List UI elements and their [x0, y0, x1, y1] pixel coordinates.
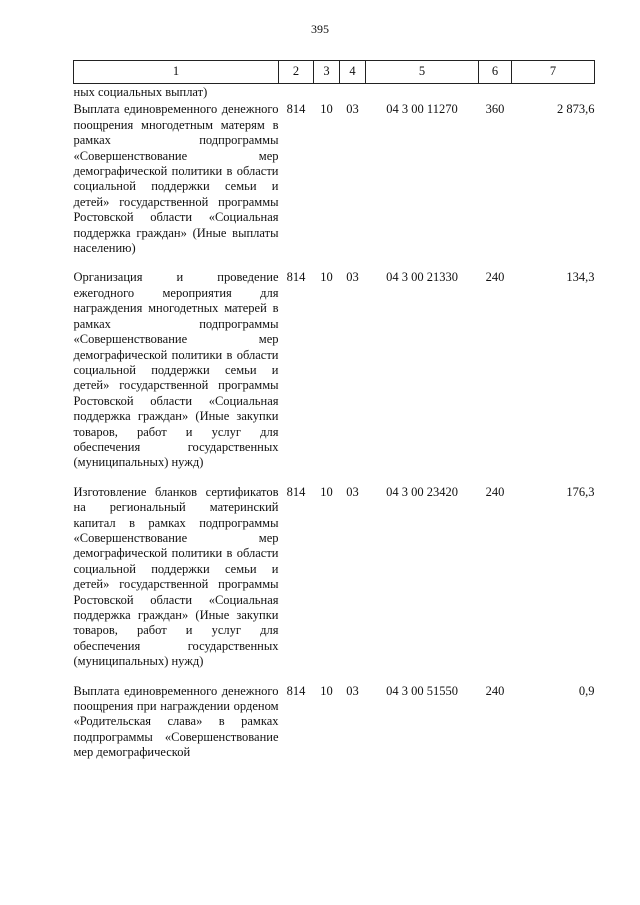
table-header [74, 61, 595, 84]
row-expense-type: 360 [485, 102, 505, 117]
table-row [74, 270, 595, 484]
row-ministry-code: 814 [286, 683, 306, 698]
table-row [74, 485, 595, 684]
row-amount: 134,3 [566, 270, 595, 285]
row-section-code: 10 [320, 102, 333, 117]
row-ministry-code: 814 [286, 484, 306, 499]
row-subsection-code: 03 [346, 102, 359, 117]
row-section-code: 10 [320, 484, 333, 499]
table-row [74, 684, 595, 775]
row-section-code: 10 [320, 270, 333, 285]
table-body [74, 84, 595, 775]
header-row [74, 61, 595, 84]
row-expense-type: 240 [485, 270, 505, 285]
row-ministry-code: 814 [286, 270, 306, 285]
row-expense-type: 240 [485, 484, 505, 499]
row-amount: 176,3 [566, 484, 595, 499]
header-col-5: 5 [366, 61, 479, 84]
row-subsection-code: 03 [346, 683, 359, 698]
row-expense-type: 240 [485, 683, 505, 698]
row-description: Организация и проведение ежегодного мероприятия для награждения многодетных матерей в рамках подпрограммы «Совершенствование мер демографической политики в области социальной поддержки семьи и детей» государственной программы Ростовской области «Социальная поддержка граждан» (Иные закупки товаров, работ и услуг для обеспечения государственных (муниципальных) нужд) [73, 270, 279, 470]
continuation-row [74, 84, 595, 103]
row-description: Выплата единовременного денежного поощрения многодетным матерям в рамках подпрограммы «Совершенствование мер демографической политики в области социальной поддержки семьи и детей» государственной программы Ростовской области «Социальная поддержка граждан» (Иные выплаты населению) [73, 102, 279, 256]
continuation-text: ных социальных выплат) [73, 85, 208, 99]
row-ministry-code: 814 [286, 102, 306, 117]
row-target-article: 04 3 00 23420 [386, 484, 458, 499]
row-target-article: 04 3 00 21330 [386, 270, 458, 285]
header-col-3: 3 [314, 61, 340, 84]
budget-table [73, 60, 595, 775]
header-col-4: 4 [340, 61, 366, 84]
header-col-7: 7 [512, 61, 595, 84]
row-description: Изготовление бланков сертификатов на региональный материнский капитал в рамках подпрограммы «Совершенствование мер демографической политики в области социальной поддержки семьи и детей» государственной программы Ростовской области «Социальная поддержка граждан» (Иные закупки товаров, работ и услуг для обеспечения государственных (муниципальных) нужд) [73, 484, 279, 669]
header-col-6: 6 [479, 61, 512, 84]
row-target-article: 04 3 00 11270 [386, 102, 458, 117]
row-description: Выплата единовременного денежного поощрения при награждении орденом «Родительская слава» в рамках подпрограммы «Совершенствование мер демографической [73, 683, 279, 760]
row-subsection-code: 03 [346, 270, 359, 285]
row-subsection-code: 03 [346, 484, 359, 499]
header-col-1: 1 [74, 61, 279, 84]
table-row [74, 102, 595, 270]
header-col-2: 2 [279, 61, 314, 84]
row-amount: 0,9 [578, 683, 595, 698]
row-amount: 2 873,6 [557, 102, 595, 117]
row-target-article: 04 3 00 51550 [386, 683, 458, 698]
page-number: 395 [311, 22, 329, 36]
row-section-code: 10 [320, 683, 333, 698]
